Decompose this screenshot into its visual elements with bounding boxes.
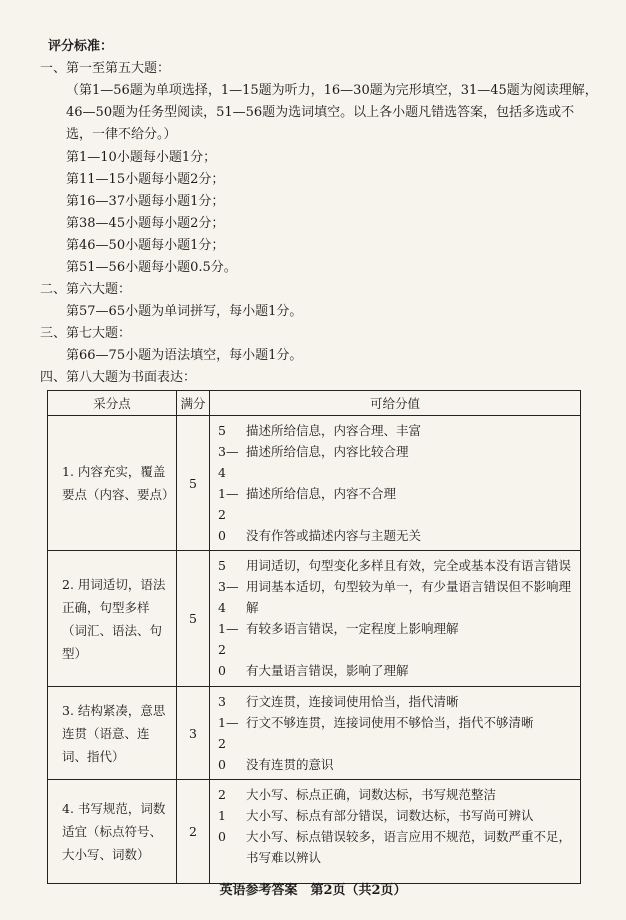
score: 1 (218, 808, 226, 823)
section-1-note-line-1: （第1—56题为单项选择，1—15题为听力，16—30题为完形填空，31—45题为阅读理解， (66, 83, 598, 98)
criterion-cell: 4. 书写规范，词数适宜（标点符号、大小写、词数） (48, 780, 177, 884)
score-description: 有大量语言错误，影响了理解 (246, 663, 409, 678)
section-1-rule-3: 第16—37小题每小题1分； (66, 194, 225, 209)
table-row (48, 687, 581, 780)
values-cell (210, 416, 581, 551)
scoring-heading: 评分标准： (48, 39, 114, 54)
score: 3—4 (218, 444, 239, 480)
score: 1—2 (218, 621, 239, 657)
score-description: 描述所给信息，内容不合理 (246, 486, 397, 501)
score: 2 (218, 787, 226, 802)
score-description: 行文不够连贯，连接词使用不够恰当，指代不够清晰 (246, 715, 534, 730)
table-row (48, 551, 581, 687)
section-1-rule-4: 第38—45小题每小题2分； (66, 216, 225, 231)
score-description: 有较多语言错误，一定程度上影响理解 (246, 621, 459, 636)
section-2-title: 二、第六大题： (40, 282, 132, 297)
score: 0 (218, 757, 226, 772)
criterion-cell: 1. 内容充实，覆盖要点（内容、要点） (48, 416, 177, 551)
values-cell (210, 780, 581, 884)
score: 5 (218, 423, 226, 438)
score: 0 (218, 663, 226, 678)
full-score-cell: 3 (177, 687, 210, 780)
values-cell (210, 551, 581, 687)
page-footer: 英语参考答案 第2页（共2页） (219, 883, 407, 898)
section-1-rule-2: 第11—15小题每小题2分； (66, 172, 225, 187)
full-score-cell: 2 (177, 780, 210, 884)
writing-rubric-table (47, 390, 581, 884)
header-full-score: 满分 (177, 391, 210, 416)
header-criterion: 采分点 (48, 391, 177, 416)
section-1-title: 一、第一至第五大题： (40, 61, 171, 76)
score-description: 用词基本适切，句型较为单一，有少量语言错误但不影响理解 (246, 579, 572, 615)
values-cell (210, 687, 581, 780)
score-description: 用词适切，句型变化多样且有效，完全或基本没有语言错误 (246, 558, 572, 573)
section-1-note-line-3: 选，一律不给分。） (66, 127, 177, 142)
score: 1—2 (218, 486, 239, 522)
score-description: 描述所给信息，内容比较合理 (246, 444, 409, 459)
table-row (48, 416, 581, 551)
score-description: 大小写、标点正确，词数达标，书写规范整洁 (246, 787, 497, 802)
section-1-rule-1: 第1—10小题每小题1分； (66, 150, 217, 165)
full-score-cell: 5 (177, 551, 210, 687)
score: 1—2 (218, 715, 239, 751)
section-3-title: 三、第七大题： (40, 326, 132, 341)
score: 3—4 (218, 579, 239, 615)
score: 0 (218, 528, 226, 543)
score-description: 描述所给信息，内容合理、丰富 (246, 423, 422, 438)
score-description: 没有作答或描述内容与主题无关 (246, 528, 422, 543)
section-1-rule-5: 第46—50小题每小题1分； (66, 238, 225, 253)
criterion-cell: 3. 结构紧凑，意思连贯（语意、连词、指代） (48, 687, 177, 780)
table-header-row (48, 391, 581, 416)
header-score-values: 可给分值 (210, 391, 581, 416)
score-description: 大小写、标点错误较多，语言应用不规范，词数严重不足，书写难以辨认 (246, 829, 572, 865)
section-1-note-line-2: 46—50题为任务型阅读，51—56题为选词填空。以上各小题凡错选答案，包括多选或不 (66, 105, 575, 120)
score-description: 大小写、标点有部分错误，词数达标，书写尚可辨认 (246, 808, 534, 823)
score: 5 (218, 558, 226, 573)
section-2-rule: 第57—65小题为单词拼写，每小题1分。 (66, 304, 303, 319)
section-3-rule: 第66—75小题为语法填空，每小题1分。 (66, 348, 303, 363)
score: 3 (218, 694, 226, 709)
score-description: 行文连贯，连接词使用恰当，指代清晰 (246, 694, 459, 709)
criterion-cell: 2. 用词适切，语法正确，句型多样（词汇、语法、句型） (48, 551, 177, 687)
full-score-cell: 5 (177, 416, 210, 551)
score: 0 (218, 829, 226, 844)
score-description: 没有连贯的意识 (246, 757, 334, 772)
table-row (48, 780, 581, 884)
section-4-title: 四、第八大题为书面表达： (40, 370, 197, 385)
section-1-rule-6: 第51—56小题每小题0.5分。 (66, 260, 237, 275)
